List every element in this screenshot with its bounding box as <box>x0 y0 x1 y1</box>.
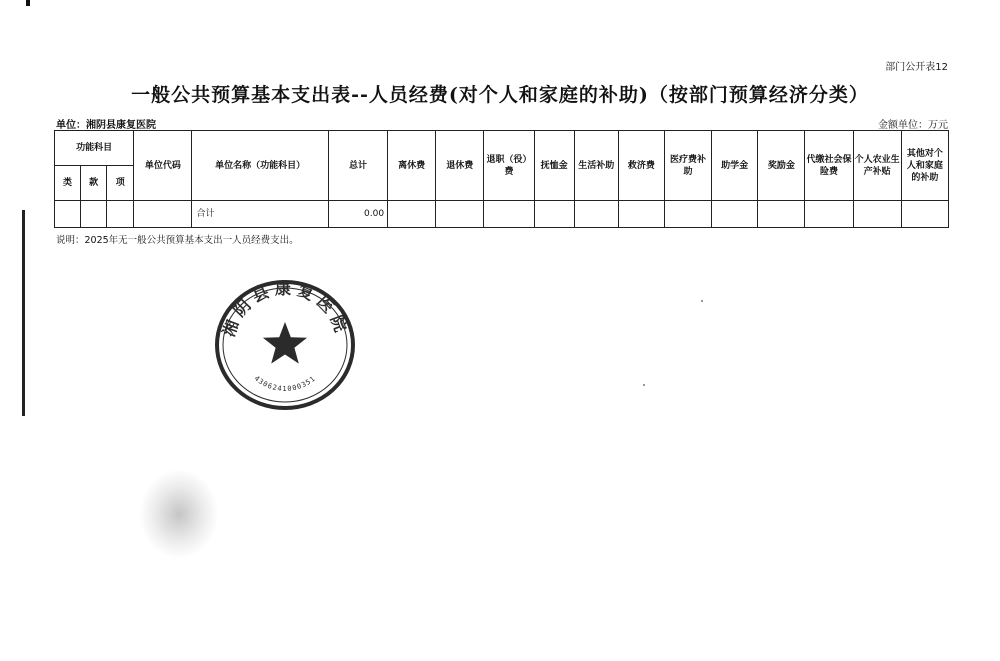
cell-item <box>107 201 134 228</box>
footnote: 说明：2025年无一般公共预算基本支出一人员经费支出。 <box>56 235 299 246</box>
header-unit-code: 单位代码 <box>134 131 192 201</box>
cell-category <box>55 201 81 228</box>
cell-unit-name: 合计 <box>192 201 328 228</box>
header-social-insurance: 代缴社会保险费 <box>805 131 853 201</box>
header-pension: 抚恤金 <box>534 131 574 201</box>
header-resignation: 退职（役）费 <box>484 131 534 201</box>
cell-unit-code <box>134 201 192 228</box>
page-number: 部门公开表12 <box>885 62 948 73</box>
scan-speck <box>643 384 645 386</box>
cell-bonus <box>758 201 805 228</box>
header-total: 总计 <box>328 131 387 201</box>
cell-social-insurance <box>805 201 853 228</box>
seal-code-path: 4306241000351 <box>252 374 318 394</box>
page-title: 一般公共预算基本支出表--人员经费(对个人和家庭的补助)（按部门预算经济分类） <box>131 84 869 106</box>
seal-text-path: 湘阴县康复医院 <box>219 279 352 340</box>
cell-retirement-cadre <box>388 201 436 228</box>
header-unit-name: 单位名称（功能科目） <box>192 131 328 201</box>
header-student-aid: 助学金 <box>712 131 758 201</box>
scan-speck <box>701 300 703 302</box>
header-retirement: 退休费 <box>436 131 484 201</box>
header-function-subject: 功能科目 <box>55 131 134 166</box>
unit-label: 单位：湘阴县康复医院 <box>56 120 156 131</box>
seal-code <box>253 374 318 393</box>
header-item: 项 <box>107 166 134 201</box>
cell-section <box>81 201 107 228</box>
cell-total: 0.00 <box>328 201 387 228</box>
cell-other-subsidy <box>901 201 948 228</box>
cell-relief <box>618 201 664 228</box>
header-relief: 救济费 <box>618 131 664 201</box>
cell-living-subsidy <box>574 201 618 228</box>
cell-student-aid <box>712 201 758 228</box>
budget-table <box>54 130 949 228</box>
cell-resignation <box>484 201 534 228</box>
header-other-subsidy: 其他对个人和家庭的补助 <box>901 131 948 201</box>
table-row <box>55 201 949 228</box>
cell-farm-subsidy <box>853 201 901 228</box>
scan-edge-line <box>22 210 25 416</box>
cell-retirement <box>436 201 484 228</box>
header-category: 类 <box>55 166 81 201</box>
cell-pension <box>534 201 574 228</box>
header-retirement-cadre: 离休费 <box>388 131 436 201</box>
official-seal <box>212 278 358 412</box>
seal-star-icon <box>263 322 307 364</box>
header-medical-subsidy: 医疗费补助 <box>664 131 711 201</box>
header-living-subsidy: 生活补助 <box>574 131 618 201</box>
cell-medical-subsidy <box>664 201 711 228</box>
header-farm-subsidy: 个人农业生产补贴 <box>853 131 901 201</box>
amount-unit-label: 金额单位：万元 <box>878 120 948 131</box>
header-section: 款 <box>81 166 107 201</box>
scan-smudge <box>140 470 218 558</box>
header-bonus: 奖励金 <box>758 131 805 201</box>
scan-mark <box>26 0 30 6</box>
